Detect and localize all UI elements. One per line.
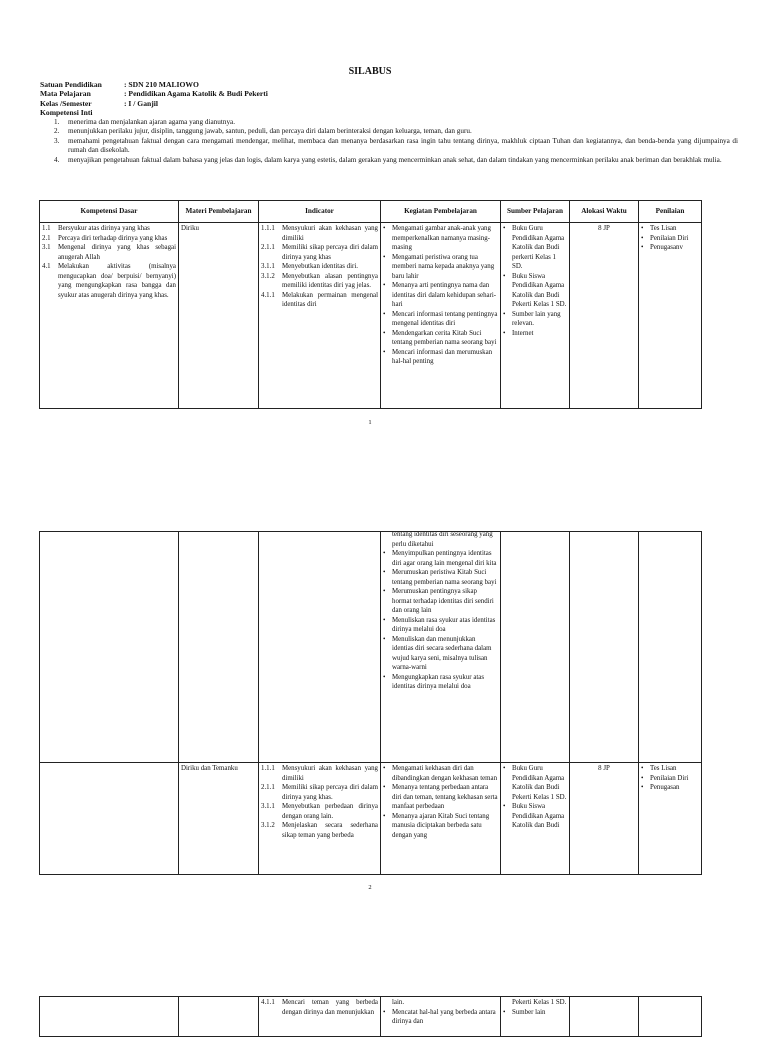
cell-materi [179,532,259,763]
indicator-text: Memiliki sikap percaya diri dalam dirinya yang khas [282,244,378,261]
cell-penilaian [639,763,702,875]
cell-kegiatan [381,763,501,875]
indicator-code: 3.1.2 [261,822,275,829]
kegiatan-item: • Mengamati kekhasan diri dan dibandingkan dengan kekhasan teman [383,764,498,783]
ki-text: menunjukkan perilaku jujur, disiplin, tanggung jawab, santun, peduli, dan percaya diri dalam berinteraksi dengan keluarga, teman, dan guru. [68,127,472,136]
cell-sumber [501,223,570,409]
cell-alokasi [570,532,639,763]
penilaian-item: • Penugasan [641,783,699,793]
page-number: 1 [368,419,372,426]
cell-sumber [501,997,570,1037]
cell-sumber [501,532,570,763]
syllabus-table-page-3 [39,996,702,1037]
kegiatan-item: • Menanya arti pentingnya nama dan identitas diri dalam kehidupan sehari-hari [383,281,498,310]
kd-text: Percaya diri terhadap dirinya yang khas [58,234,168,242]
sumber-continued: Pekerti Kelas 1 SD. [512,999,567,1006]
cell-materi: Diriku dan Temanku [179,763,259,875]
indicator-item [261,783,378,802]
indicator-text: Melakukan permainan mengenal identitas diri [282,291,378,308]
kd-text: Mengenal dirinya yang khas sebagai anugerah Allah [58,244,176,261]
kegiatan-item: • Merumuskan peristiwa Kitab Suci tentang pemberian nama seorang bayi [383,568,498,587]
syllabus-table-page-2 [39,531,702,875]
ki-number: 2. [54,127,60,136]
ki-number: 3. [54,136,60,145]
cell-penilaian [639,223,702,409]
indicator-code: 3.1.2 [261,272,275,280]
indicator-item [261,262,378,272]
sumber-item: • Sumber lain [503,1008,567,1018]
kegiatan-item: • Merumuskan pentingnya sikap hormat terhadap identitas diri sendiri dan orang lain [383,587,498,616]
meta-value: : I / Ganjil [124,98,158,108]
kegiatan-item: • Mengungkapkan rasa syukur atas identitas dirinya melalui doa [383,673,498,692]
cell-sumber [501,763,570,875]
ki-number: 1. [54,117,60,126]
indicator-item [261,802,378,821]
page-number: 2 [368,884,372,891]
indicator-code: 2.1.1 [261,244,275,251]
meta-row [40,89,738,98]
kd-item [42,243,176,262]
kegiatan-item: • Mencari informasi dan merumuskan hal-hal penting [383,348,498,367]
header-penilaian: Penilaian [639,201,702,223]
cell-kompetensi-dasar [40,532,179,763]
cell-kompetensi-dasar [40,763,179,875]
kegiatan-item: • Menanya tentang perbedaan antara diri dan teman, tentang kekhasan serta manfaat perbedaan [383,783,498,812]
cell-penilaian [639,532,702,763]
kd-item [42,234,176,244]
ki-item [40,156,738,166]
indicator-item [261,272,378,291]
cell-kegiatan [381,997,501,1037]
cell-indicator [259,532,381,763]
page-title: SILABUS [348,66,392,77]
ki-number: 4. [54,156,60,164]
cell-kompetensi-dasar [40,997,179,1037]
kd-code: 3.1 [42,244,51,251]
penilaian-item: • Penilaian Diri [641,774,699,784]
ki-item [40,118,738,128]
header-sumber: Sumber Pelajaran [501,201,570,223]
document-meta [40,80,738,166]
kompetensi-inti-list [40,118,738,166]
indicator-item [261,291,378,310]
header-alokasi: Alokasi Waktu [570,201,639,223]
indicator-code: 3.1.1 [261,803,275,810]
indicator-text: Mensyukuri akan kekhasan yang dimiliki [282,765,378,782]
cell-penilaian [639,997,702,1037]
penilaian-item: • Penugasanv [641,243,699,253]
meta-row [40,80,738,89]
header-kompetensi-dasar: Kompetensi Dasar [40,201,179,223]
ki-item [40,127,738,137]
cell-materi [179,997,259,1037]
sumber-item: • Buku Guru Pendidikan Agama Katolik dan Budi perkerti Kelas 1 SD. [503,224,567,272]
kd-code: 1.1 [42,225,51,232]
kegiatan-continued: tentang identitas diri seseorang yang perlu diketahui [392,531,493,548]
kd-code: 4.1 [42,263,51,270]
sumber-item: • Buku Guru Pendidikan Agama Katolik dan Budi Pekerti Kelas 1 SD. [503,764,567,802]
indicator-code: 4.1.1 [261,291,275,299]
indicator-text: Mencari teman yang berbeda dengan dirinya dan menunjukkan [282,999,378,1016]
cell-kegiatan [381,532,501,763]
kd-text: Bersyukur atas dirinya yang khas [58,225,150,232]
indicator-text: Memiliki sikap percaya diri dalam dirinya yang khas. [282,784,378,801]
indicator-item [261,243,378,262]
header-materi: Materi Pembelajaran [179,201,259,223]
header-kegiatan: Kegiatan Pembelajaran [381,201,501,223]
indicator-text: Menjelaskan secara sederhana sikap teman yang berbeda [282,822,378,839]
cell-alokasi: 8 JP [570,763,639,875]
cell-kegiatan [381,223,501,409]
cell-alokasi [570,997,639,1037]
penilaian-item: • Penilaian Diri [641,234,699,244]
kegiatan-item: • Menuliskan dan menunjukkan identias diri secara sederhana dalam wujud karya seni, misalnya tulisan warna-warni [383,635,498,673]
indicator-text: Menyebutkan perbedaan dirinya dengan orang lain. [282,803,378,820]
meta-value: : SDN 210 MALIOWO [124,80,199,89]
indicator-item [261,224,378,243]
cell-indicator [259,997,381,1037]
indicator-code: 2.1.1 [261,784,275,791]
meta-label: Satuan Pendidikan [40,80,102,89]
indicator-item [261,998,378,1017]
indicator-code: 4.1.1 [261,999,275,1006]
kegiatan-continued: lain. [392,999,405,1006]
kegiatan-item: • Mencari informasi tentang pentingnya mengenal identitas diri [383,310,498,329]
cell-indicator [259,763,381,875]
kegiatan-item: • Menyimpulkan pentingnya identitas diri agar orang lain mengenal diri kita [383,549,498,568]
kegiatan-item: • Menuliskan rasa syukur atas identitas dirinya melalui doa [383,616,498,635]
ki-item [40,137,738,156]
cell-indicator [259,223,381,409]
kegiatan-item: • Mendengarkan cerita Kitab Suci tentang pemberian nama seorang bayi [383,329,498,348]
kompetensi-inti-title: Kompetensi Inti [40,108,93,118]
indicator-text: Mensyukuri akan kekhasan yang dimiliki [282,225,378,242]
sumber-item: • Buku Siswa Pendidikan Agama Katolik dan Budi Pekerti Kelas 1 SD. [503,272,567,310]
sumber-item: • Buku Siswa Pendidikan Agama Katolik dan Budi [503,802,567,831]
kd-item [42,224,176,234]
meta-label: Mata Pelajaran [40,89,91,99]
indicator-code: 1.1.1 [261,765,275,772]
kegiatan-item: • Mengamati gambar anak-anak yang memperkenalkan namanya masing-masing [383,224,498,253]
indicator-item [261,764,378,783]
meta-label: Kelas /Semester [40,98,92,108]
indicator-code: 3.1.1 [261,263,275,270]
kegiatan-item: • Menanya ajaran Kitab Suci tentang manusia diciptakan berbeda satu dengan yang [383,812,498,841]
indicator-text: Menyebutkan alasan pentingnya memiliki identitas diri yag jelas. [282,272,378,289]
ki-text: menerima dan menjalankan ajaran agama yang dianutnya. [68,117,236,126]
cell-materi: Diriku [179,223,259,409]
indicator-code: 1.1.1 [261,225,275,232]
cell-kompetensi-dasar [40,223,179,409]
ki-text: menyajikan pengetahuan faktual dalam bahasa yang jelas dan logis, dalam karya yang estetis, dalam gerakan yang mencerminkan anak sehat, dan dalam tindakan yang mencerminkan perilaku anak beriman dan berakhlak mulia. [68,156,722,164]
penilaian-item: • Tes Lisan [641,764,699,774]
kegiatan-item: • Mengamati peristiwa orang tua memberi nama kepada anaknya yang baru lahir [383,253,498,282]
indicator-item [261,821,378,840]
kd-text: Melakukan aktivitas (misalnya mengucapkan doa/ berpuisi/ bernyanyi) yang mengungkapkan rasa bangga dan syukur atas anugerah dirinya yang khas. [58,263,176,299]
kd-code: 2.1 [42,234,51,242]
syllabus-table-page-1 [39,200,702,409]
kegiatan-item: • Mencatat hal-hal yang berbeda antara dirinya dan [383,1008,498,1027]
cell-alokasi: 8 JP [570,223,639,409]
kd-item [42,262,176,300]
meta-row [40,99,738,108]
penilaian-item: • Tes Lisan [641,224,699,234]
indicator-text: Menyebutkan identitas diri. [282,263,358,270]
header-indicator: Indicator [259,201,381,223]
ki-text: memahami pengetahuan faktual dengan cara mengamati mendengar, melihat, membaca dan menanya berdasarkan rasa ingin tahu tentang dirinya, makhluk ciptaan Tuhan dan kegiatannya, dan benda-benda yang dijumpainya di rumah dan disekolah. [68,136,738,155]
sumber-item: • Internet [503,329,567,339]
meta-value: : Pendidikan Agama Katolik & Budi Pekerti [124,89,268,99]
sumber-item: • Sumber lain yang relevan. [503,310,567,329]
